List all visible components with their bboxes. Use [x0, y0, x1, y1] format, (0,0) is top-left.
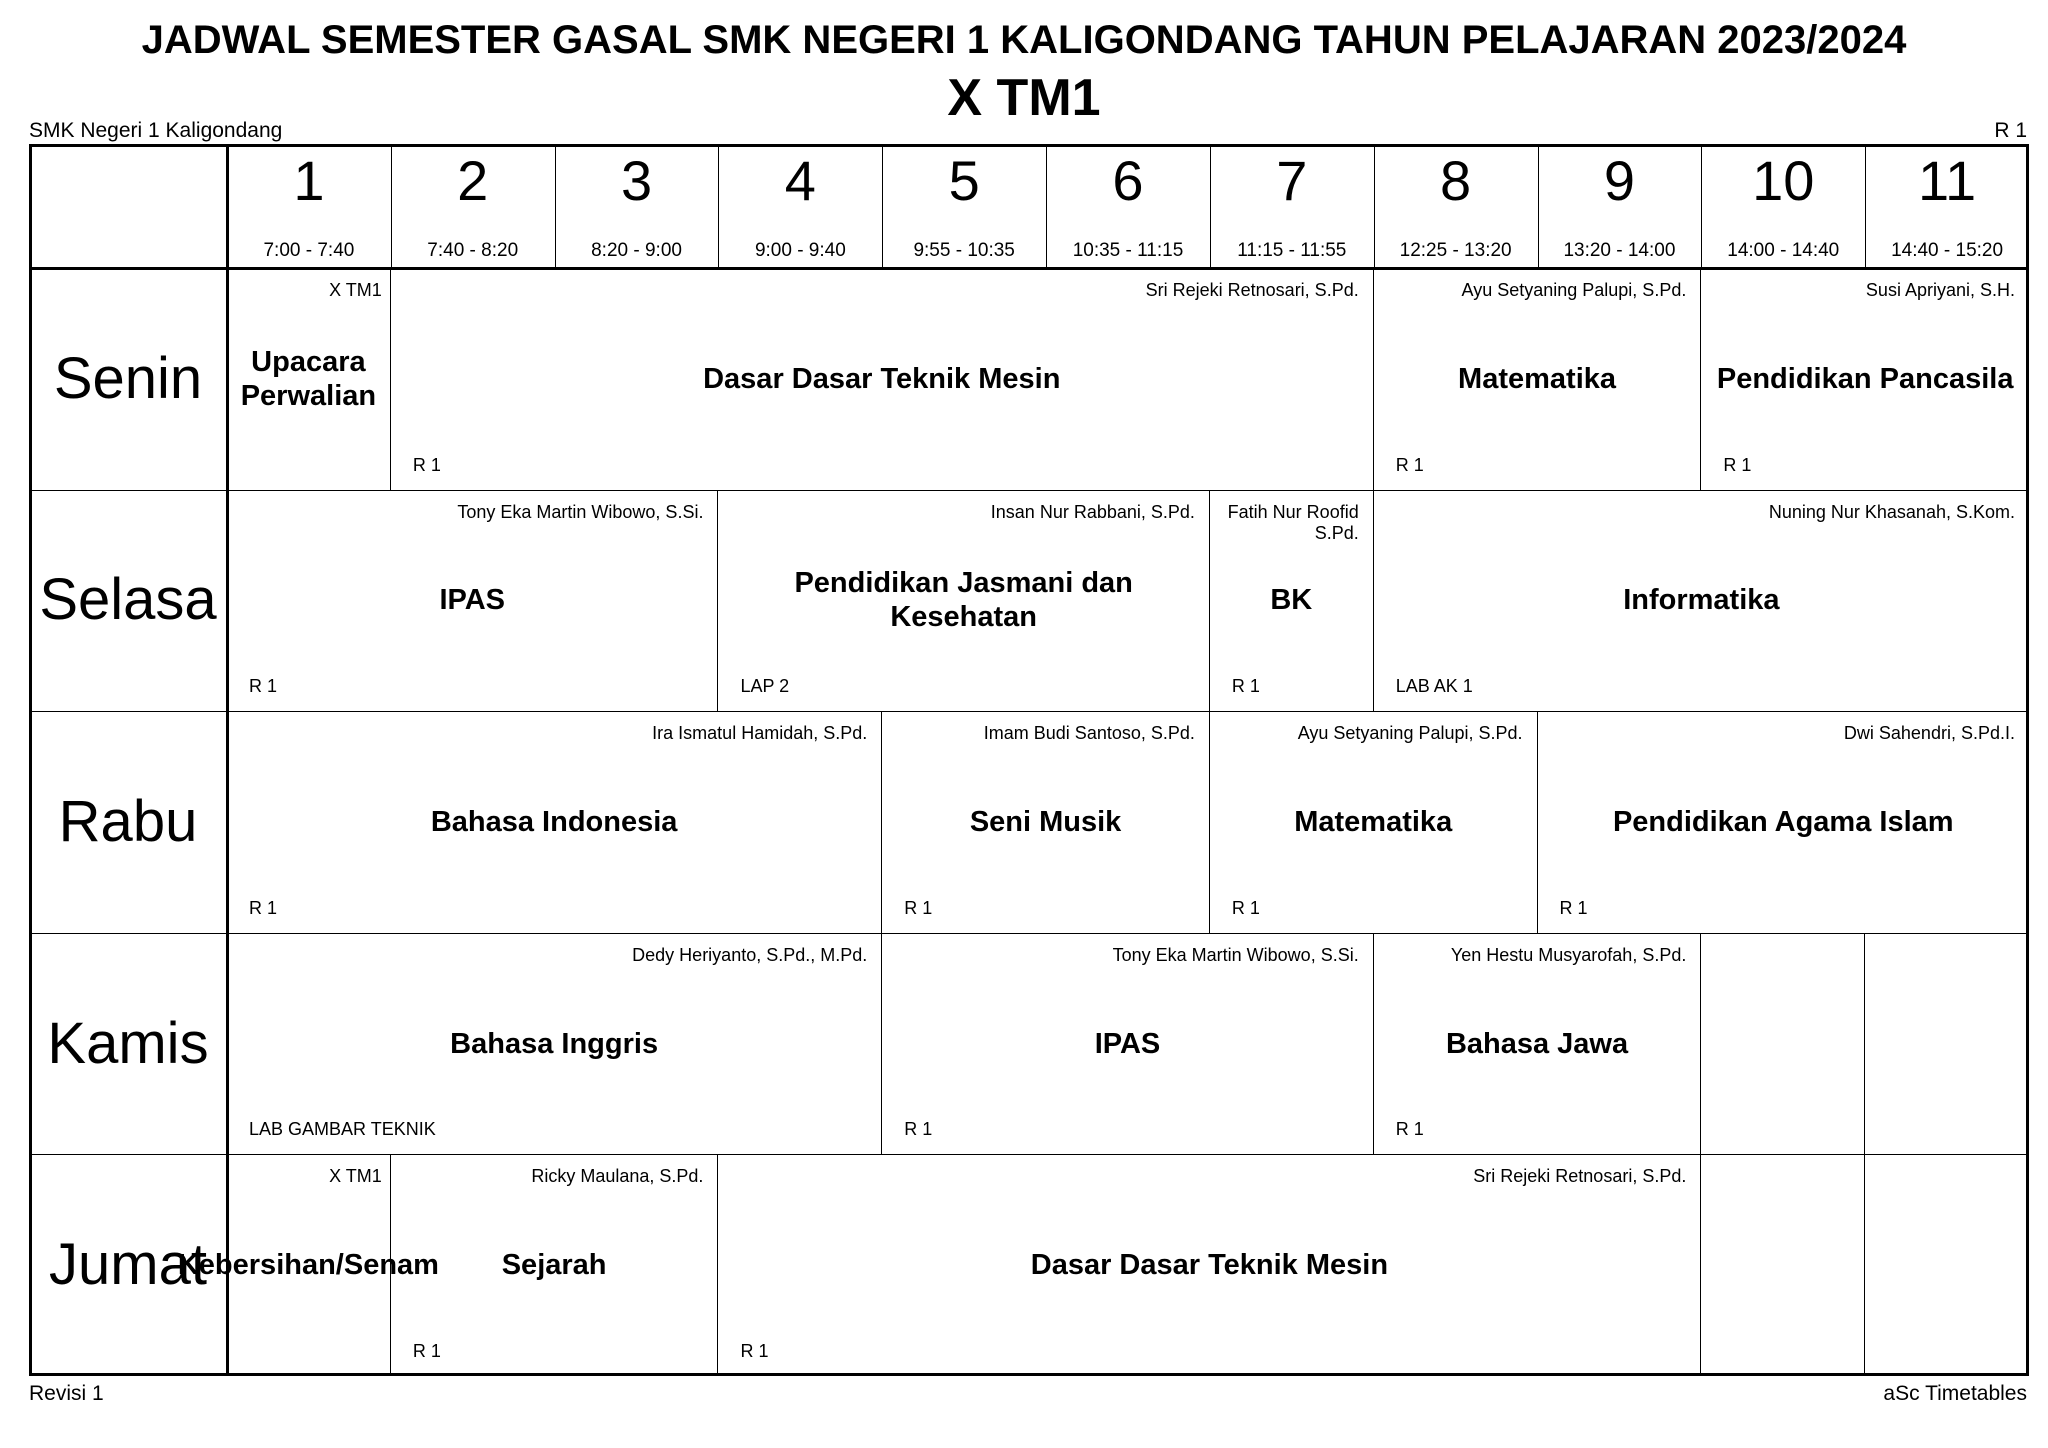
teacher-name: Ayu Setyaning Palupi, S.Pd. — [1297, 723, 1523, 744]
room-label: LAB GAMBAR TEKNIK — [249, 1119, 436, 1140]
subject-name: Kebersihan/Senam — [177, 1249, 439, 1282]
period-time: 12:25 - 13:20 — [1399, 240, 1512, 261]
period-number: 2 — [457, 149, 489, 212]
lesson-cell — [391, 1154, 719, 1376]
lesson-cell — [718, 1154, 1701, 1376]
teacher-name: Insan Nur Rabbani, S.Pd. — [990, 501, 1195, 522]
day-label: Selasa — [39, 567, 217, 633]
period-number: 9 — [1603, 149, 1636, 212]
subject-name: Matematika — [1294, 805, 1453, 838]
teacher-name: Ira Ismatul Hamidah, S.Pd. — [652, 723, 868, 744]
subject-name: Bahasa Jawa — [1445, 1027, 1629, 1060]
room-label: R 1 — [1395, 454, 1424, 475]
lesson-cell — [1701, 1154, 1865, 1376]
period-number: 10 — [1752, 149, 1815, 212]
revision-label: Revisi 1 — [29, 1382, 104, 1405]
period-time: 11:15 - 11:55 — [1237, 240, 1347, 261]
room-label: R 1 — [1994, 119, 2027, 142]
room-label: R 1 — [904, 1119, 933, 1140]
lesson-cell — [391, 268, 1374, 490]
subject-name: Informatika — [1623, 584, 1780, 617]
teacher-name: Ricky Maulana, S.Pd. — [531, 1166, 704, 1187]
room-label: LAB AK 1 — [1395, 676, 1473, 697]
subject-name: IPAS — [1094, 1027, 1161, 1060]
generator-label: aSc Timetables — [1883, 1382, 2027, 1405]
period-time: 13:20 - 14:00 — [1563, 240, 1676, 261]
period-time: 7:00 - 7:40 — [263, 240, 355, 261]
lesson-cell — [1538, 711, 2029, 933]
class-label: X TM1 — [329, 1166, 382, 1187]
period-time: 9:55 - 10:35 — [913, 240, 1015, 261]
period-number: 8 — [1440, 149, 1472, 212]
lesson-cell — [1210, 490, 1374, 712]
period-number: 6 — [1112, 149, 1144, 212]
subject-name: Dasar Dasar Teknik Mesin — [703, 362, 1061, 395]
school-name: SMK Negeri 1 Kaligondang — [29, 119, 283, 142]
subject-name: Matematika — [1458, 362, 1617, 395]
subject-name: Pendidikan Jasmani dan Kesehatan — [794, 567, 1133, 634]
lesson-cell — [1865, 933, 2029, 1155]
subject-name: Seni Musik — [969, 805, 1122, 838]
room-label: R 1 — [412, 1340, 441, 1361]
lesson-cell — [227, 490, 718, 712]
lesson-cell — [1374, 490, 2029, 712]
room-label: R 1 — [904, 897, 933, 918]
room-label: R 1 — [1231, 676, 1260, 697]
room-label: LAP 2 — [740, 676, 790, 697]
room-label: R 1 — [1723, 454, 1752, 475]
teacher-name: Sri Rejeki Retnosari, S.Pd. — [1473, 1166, 1687, 1187]
subject-name: BK — [1270, 584, 1313, 617]
day-label: Rabu — [58, 789, 198, 854]
class-label: X TM1 — [329, 280, 382, 300]
period-time: 10:35 - 11:15 — [1072, 240, 1184, 261]
teacher-name: Fatih Nur Roofid S.Pd. — [1227, 501, 1359, 543]
period-time: 9:00 - 9:40 — [754, 240, 846, 261]
teacher-name: Dwi Sahendri, S.Pd.I. — [1843, 723, 2015, 744]
period-number: 4 — [784, 149, 816, 212]
day-label: Kamis — [47, 1010, 209, 1076]
room-label: R 1 — [740, 1340, 769, 1361]
class-title: X TM1 — [947, 69, 1101, 127]
lesson-cell — [1701, 268, 2029, 490]
subject-name: Pendidikan Agama Islam — [1612, 805, 1954, 838]
room-label: R 1 — [1231, 897, 1260, 918]
teacher-name: Tony Eka Martin Wibowo, S.Si. — [1112, 944, 1359, 965]
lesson-cell — [1374, 933, 1702, 1155]
subject-name: Dasar Dasar Teknik Mesin — [1030, 1249, 1389, 1282]
subject-name: Sejarah — [501, 1249, 607, 1282]
lesson-cell — [227, 711, 882, 933]
room-label: R 1 — [412, 454, 441, 475]
teacher-name: Imam Budi Santoso, S.Pd. — [983, 723, 1195, 744]
subject-name: Bahasa Indonesia — [430, 805, 678, 838]
period-number: 11 — [1918, 149, 1977, 212]
teacher-name: Sri Rejeki Retnosari, S.Pd. — [1145, 280, 1359, 300]
period-time: 8:20 - 9:00 — [591, 240, 682, 261]
subject-name: Bahasa Inggris — [450, 1027, 659, 1060]
day-label: Jumat — [49, 1232, 207, 1298]
teacher-name: Yen Hestu Musyarofah, S.Pd. — [1450, 944, 1687, 965]
room-label: R 1 — [1559, 897, 1588, 918]
teacher-name: Susi Apriyani, S.H. — [1865, 280, 2015, 300]
day-label: Senin — [53, 345, 203, 411]
period-number: 1 — [293, 149, 325, 212]
period-number: 5 — [948, 149, 980, 212]
teacher-name: Dedy Heriyanto, S.Pd., M.Pd. — [632, 944, 868, 965]
lesson-cell — [1701, 933, 1865, 1155]
period-number: 7 — [1276, 149, 1308, 212]
lesson-cell — [227, 268, 391, 490]
lesson-cell — [1374, 268, 1702, 490]
period-number: 3 — [620, 149, 653, 212]
room-label: R 1 — [249, 897, 278, 918]
page-title: JADWAL SEMESTER GASAL SMK NEGERI 1 KALIGONDANG TAHUN PELAJARAN 2023/2024 — [141, 18, 1907, 62]
teacher-name: Ayu Setyaning Palupi, S.Pd. — [1461, 280, 1687, 300]
subject-name: Pendidikan Pancasila — [1716, 362, 2014, 395]
period-time: 14:00 - 14:40 — [1727, 240, 1840, 261]
lesson-cell — [882, 933, 1373, 1155]
room-label: R 1 — [1395, 1119, 1424, 1140]
lesson-cell — [1865, 1154, 2029, 1376]
period-time: 7:40 - 8:20 — [427, 240, 519, 261]
lesson-cell — [1210, 711, 1538, 933]
lesson-cell — [227, 933, 882, 1155]
period-time: 14:40 - 15:20 — [1891, 240, 2004, 261]
room-label: R 1 — [249, 676, 278, 697]
subject-name: IPAS — [439, 584, 505, 617]
teacher-name: Tony Eka Martin Wibowo, S.Si. — [457, 501, 704, 522]
lesson-cell — [718, 490, 1209, 712]
teacher-name: Nuning Nur Khasanah, S.Kom. — [1768, 501, 2015, 522]
subject-name: Upacara Perwalian — [240, 345, 377, 412]
lesson-cell — [882, 711, 1210, 933]
